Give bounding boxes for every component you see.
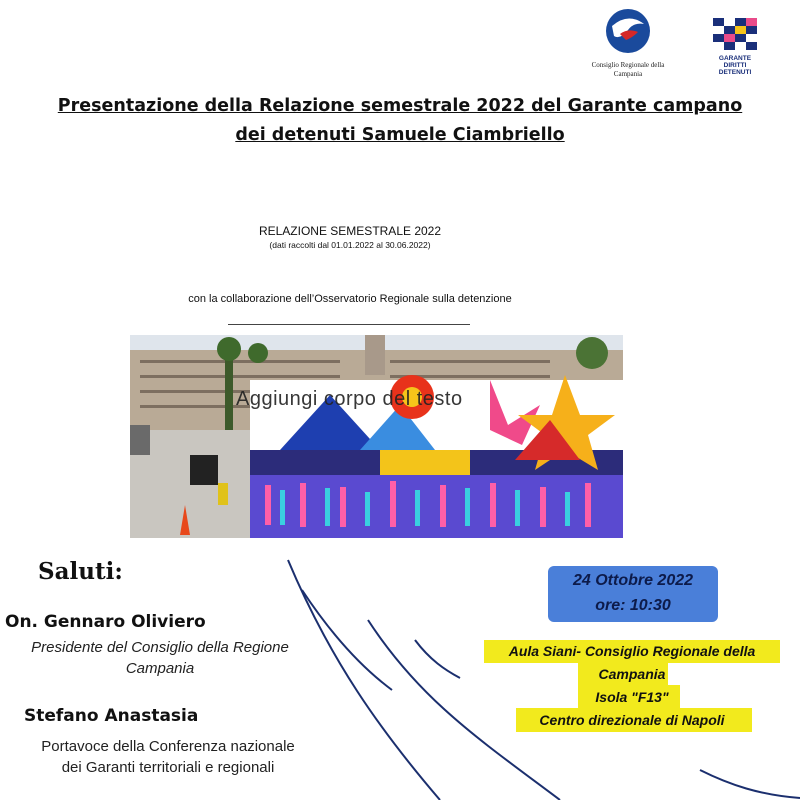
speaker-2-role [0, 736, 336, 778]
consiglio-regionale-logo [580, 6, 676, 79]
garante-mosaic-icon [713, 18, 757, 50]
event-time: ore: 10:30 [595, 597, 671, 614]
speaker-2-name: Stefano Anastasia [24, 706, 199, 726]
consiglio-caption-2: Campania [613, 70, 643, 78]
speaker-1-role [0, 637, 320, 679]
speaker-1-role-line-2: Campania [125, 660, 195, 677]
speaker-2-role-line-1: Portavoce della Conferenza nazionale [41, 738, 295, 755]
speaker-1-role-line-1: Presidente del Consiglio della Regione [31, 639, 289, 656]
venue-line-2: Campania [598, 666, 666, 682]
garante-diritti-logo [710, 18, 760, 76]
title-line-1: Presentazione della Relazione semestrale 2022 del Garante campano [57, 96, 743, 116]
garante-caption-2: DIRITTI [723, 62, 747, 69]
event-datetime [548, 568, 718, 618]
event-venue [478, 640, 786, 732]
consiglio-caption-1: Consiglio Regionale della [591, 61, 665, 69]
divider-line [228, 324, 470, 325]
image-placeholder-text: Aggiungi corpo del testo [236, 388, 463, 410]
speaker-1-name: On. Gennaro Oliviero [5, 612, 206, 632]
venue-line-3: Isola "F13" [595, 689, 669, 705]
speaker-2-role-line-2: dei Garanti territoriali e regionali [61, 759, 275, 776]
page-title [10, 92, 790, 150]
collaboration-line: con la collaborazione dell’Osservatorio Regionale sulla detenzione [188, 293, 512, 305]
garante-caption-1: GARANTE [718, 55, 752, 62]
greetings-heading: Saluti: [38, 558, 123, 585]
title-line-2: dei detenuti Samuele Ciambriello [235, 125, 565, 145]
consiglio-emblem-icon [598, 6, 658, 56]
mural-photo [130, 335, 623, 538]
report-heading: RELAZIONE SEMESTRALE 2022 [258, 224, 442, 238]
venue-line-4: Centro direzionale di Napoli [539, 712, 725, 728]
garante-caption-3: DETENUTI [718, 69, 752, 76]
event-date: 24 Ottobre 2022 [572, 572, 694, 589]
report-subheading: (dati raccolti dal 01.01.2022 al 30.06.2022) [269, 240, 431, 250]
venue-line-1: Aula Siani- Consiglio Regionale della [508, 643, 756, 659]
